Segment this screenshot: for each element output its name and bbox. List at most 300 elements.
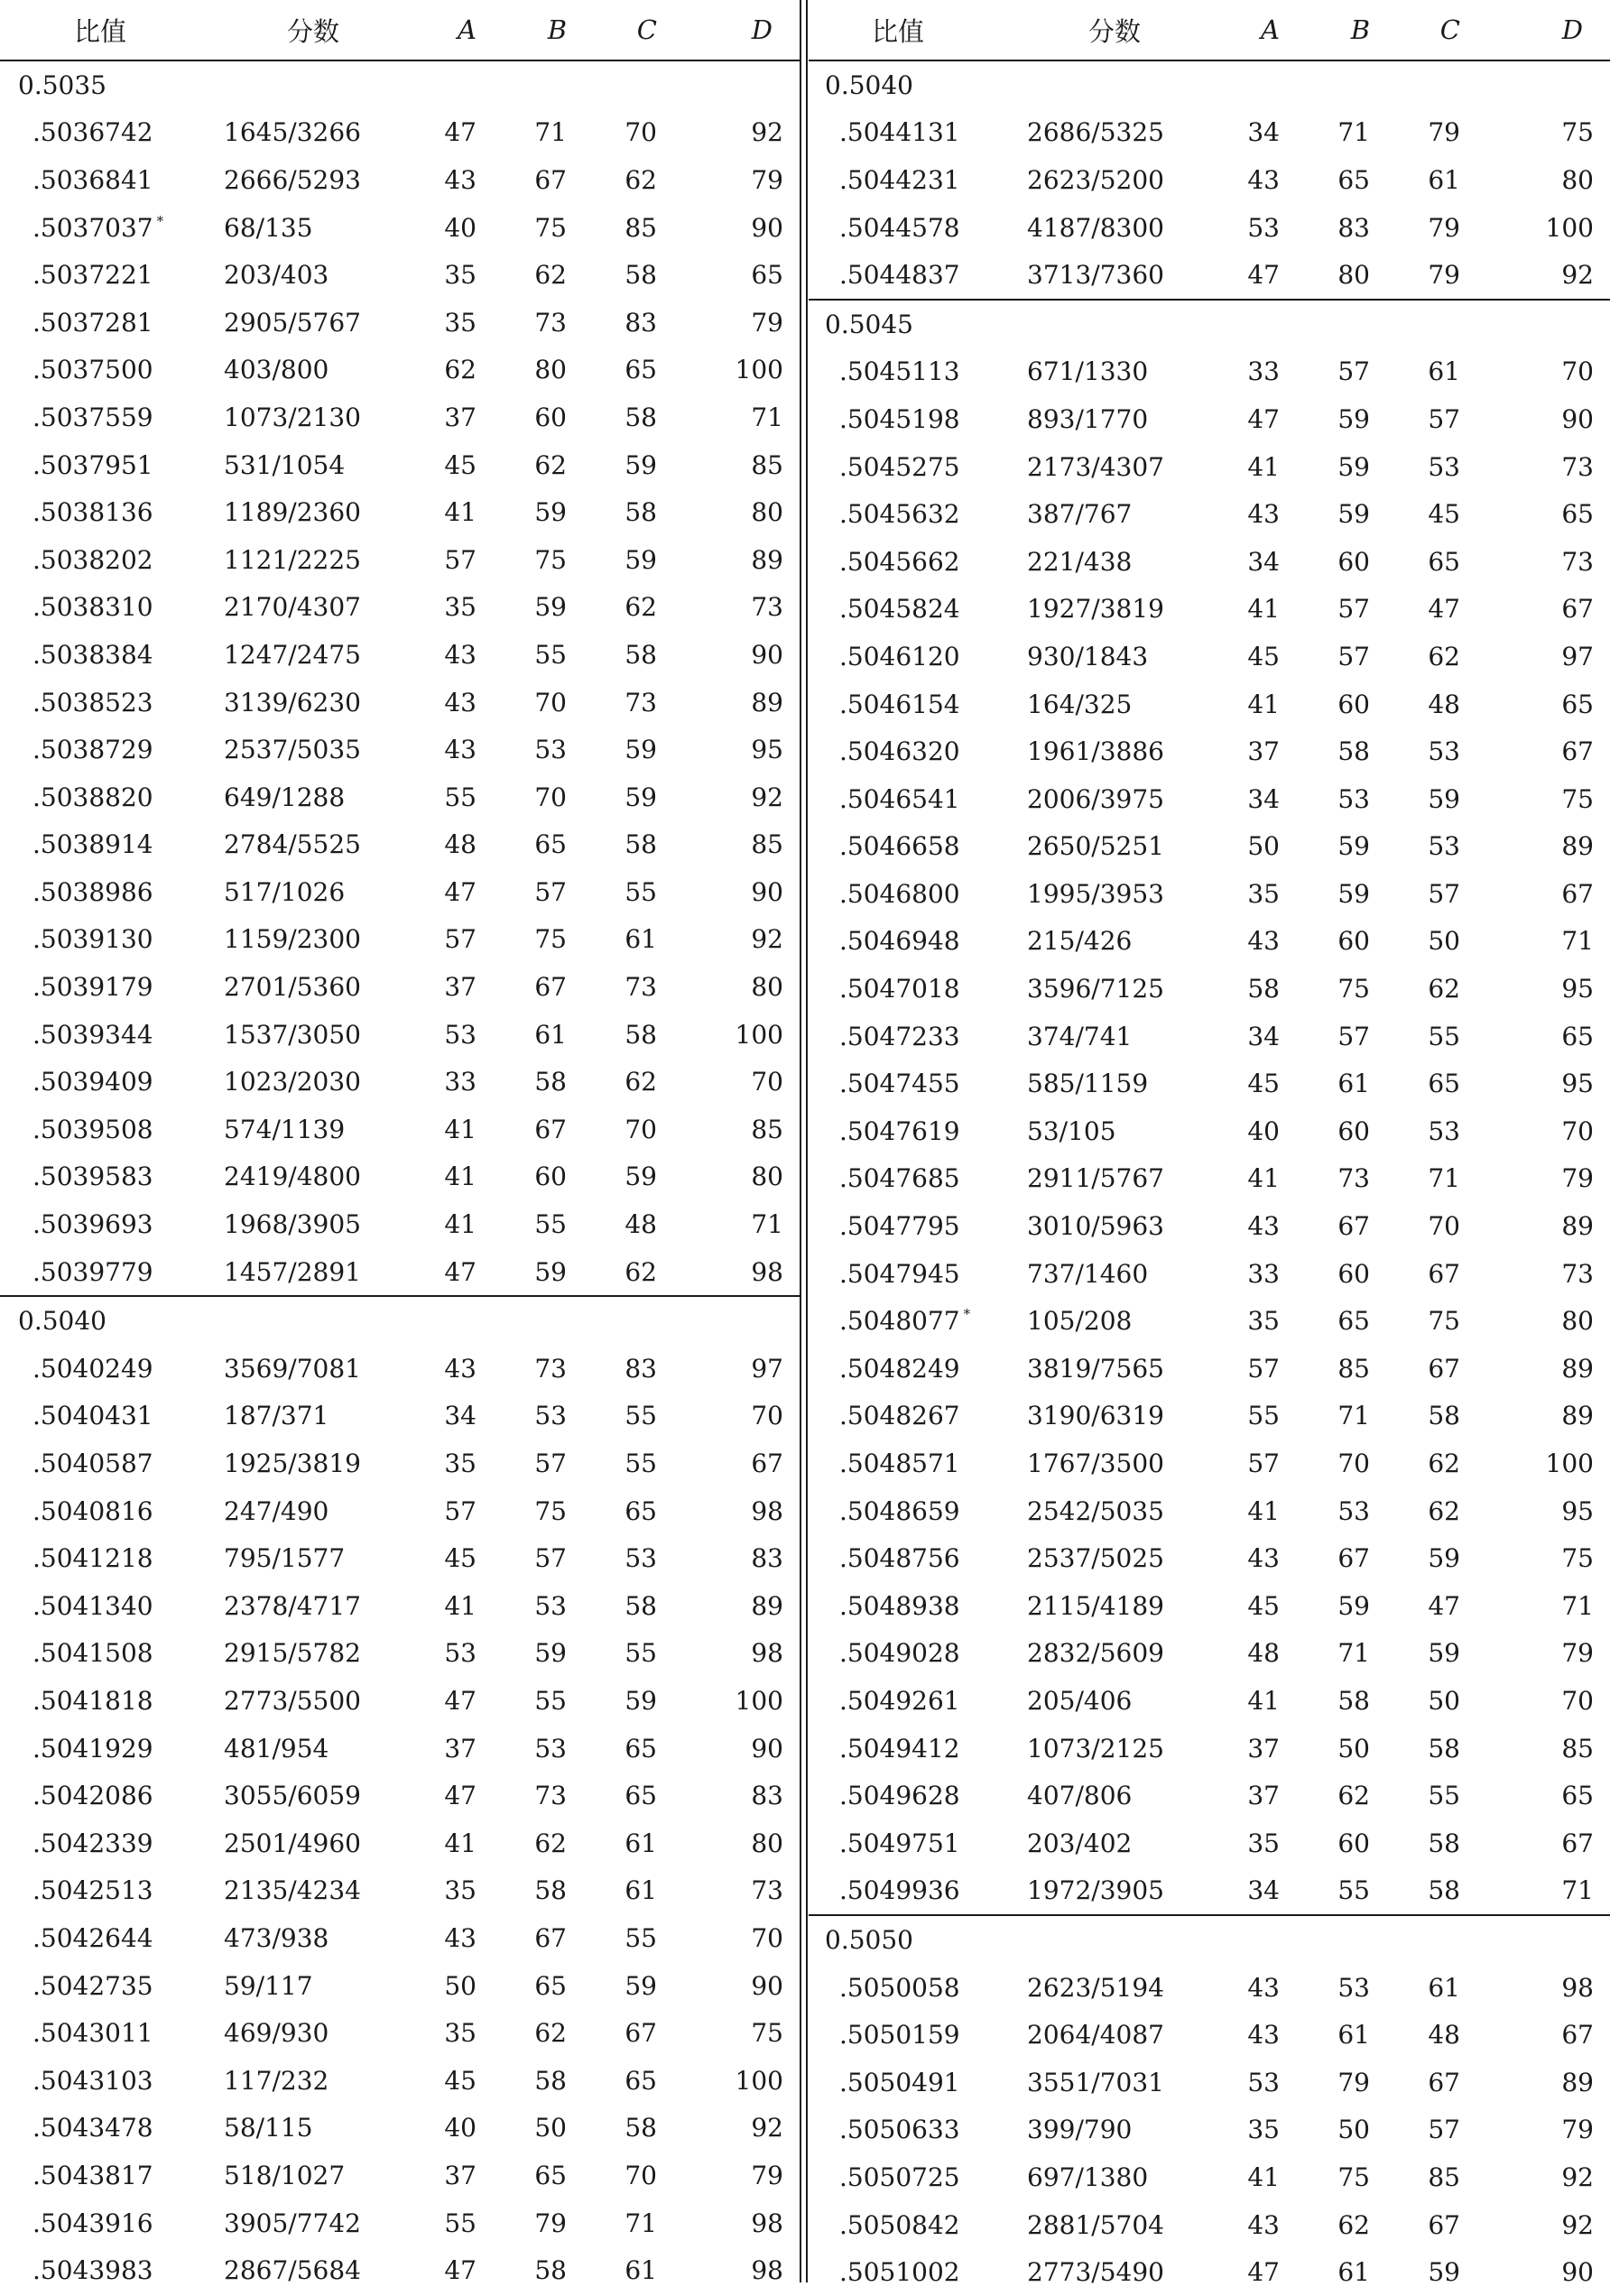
d-cell: 70 xyxy=(1561,1685,1594,1716)
ratio-cell xyxy=(809,870,1027,918)
fraction-cell: 473/938 xyxy=(224,1922,329,1953)
a-cell: 35 xyxy=(1247,2115,1280,2145)
b-cell: 71 xyxy=(534,117,567,148)
ratio-cell xyxy=(0,109,224,157)
c-cell: 59 xyxy=(625,1685,657,1716)
d-cell: 67 xyxy=(1561,878,1594,909)
b-cell: 65 xyxy=(534,829,567,860)
d-cell: 79 xyxy=(751,164,783,195)
fraction-cell: 1073/2130 xyxy=(224,402,361,432)
table-row xyxy=(809,1155,1610,1203)
header-fraction: 分数 xyxy=(1027,0,1204,60)
d-cell: 92 xyxy=(1561,2162,1594,2192)
ratio-value: .5036742 xyxy=(32,117,153,148)
b-cell: 55 xyxy=(534,1209,567,1240)
a-cell: 53 xyxy=(1247,2067,1280,2097)
b-cell: 67 xyxy=(534,972,567,1003)
ratio-cell xyxy=(0,1393,224,1440)
b-cell: 58 xyxy=(534,2065,567,2096)
a-cell: 37 xyxy=(1247,736,1280,767)
ratio-value: .5037951 xyxy=(32,449,153,480)
a-cell: 41 xyxy=(1247,2162,1280,2192)
d-cell: 79 xyxy=(751,307,783,338)
fraction-cell: 3569/7081 xyxy=(224,1353,361,1384)
b-cell: 53 xyxy=(1337,1972,1370,2003)
table-row xyxy=(0,299,800,347)
c-cell: 62 xyxy=(625,164,657,195)
a-cell: 55 xyxy=(444,782,477,812)
d-cell: 97 xyxy=(1561,641,1594,671)
c-cell: 83 xyxy=(625,307,657,338)
ratio-value: .5049261 xyxy=(839,1685,960,1716)
fraction-cell: 2623/5194 xyxy=(1027,1972,1164,2003)
d-cell: 65 xyxy=(1561,499,1594,530)
fraction-cell: 221/438 xyxy=(1027,546,1133,577)
c-cell: 59 xyxy=(625,449,657,480)
ratio-cell xyxy=(0,1106,224,1153)
table-row xyxy=(0,204,800,252)
b-cell: 71 xyxy=(1337,1638,1370,1669)
b-cell: 73 xyxy=(534,307,567,338)
header-a: A xyxy=(401,0,477,60)
a-cell: 57 xyxy=(444,1495,477,1526)
fraction-cell: 4187/8300 xyxy=(1027,212,1164,243)
a-cell: 45 xyxy=(444,449,477,480)
d-cell: 73 xyxy=(751,1875,783,1906)
d-cell: 90 xyxy=(751,212,783,243)
ratio-value: .5039779 xyxy=(32,1256,153,1287)
ratio-cell xyxy=(809,775,1027,823)
table-row xyxy=(809,2106,1610,2154)
c-cell: 55 xyxy=(625,1638,657,1669)
c-cell: 58 xyxy=(1428,1828,1460,1858)
c-cell: 58 xyxy=(625,1590,657,1621)
ratio-value: .5047018 xyxy=(839,974,960,1004)
b-cell: 62 xyxy=(534,449,567,480)
a-cell: 47 xyxy=(1247,403,1280,434)
ratio-cell xyxy=(0,2057,224,2105)
table-row xyxy=(809,251,1610,300)
a-cell: 58 xyxy=(1247,974,1280,1004)
table-row xyxy=(809,2201,1610,2249)
b-cell: 57 xyxy=(1337,1021,1370,1051)
fraction-cell: 1927/3819 xyxy=(1027,594,1164,625)
fraction-cell: 2501/4960 xyxy=(224,1828,361,1858)
a-cell: 34 xyxy=(1247,1875,1280,1906)
a-cell: 50 xyxy=(1247,831,1280,862)
ratio-value: .5039130 xyxy=(32,924,153,955)
fraction-cell: 105/208 xyxy=(1027,1306,1133,1337)
ratio-value: .5041818 xyxy=(32,1685,153,1716)
b-cell: 80 xyxy=(1337,260,1370,291)
right-table-panel xyxy=(809,0,1610,2296)
fraction-cell: 469/930 xyxy=(224,2018,329,2049)
header-b: B xyxy=(477,0,567,60)
c-cell: 61 xyxy=(1428,356,1460,387)
ratio-cell xyxy=(809,109,1027,157)
table-row xyxy=(0,1011,800,1059)
fraction-cell: 407/806 xyxy=(1027,1781,1133,1811)
ratio-cell xyxy=(809,1819,1027,1867)
c-cell: 58 xyxy=(625,1019,657,1050)
a-cell: 33 xyxy=(1247,1258,1280,1289)
group-row xyxy=(809,60,1610,109)
a-cell: 43 xyxy=(444,164,477,195)
fraction-cell: 2905/5767 xyxy=(224,307,361,338)
table-row xyxy=(809,109,1610,157)
ratio-cell xyxy=(809,490,1027,538)
ratio-value: .5044837 xyxy=(839,260,960,291)
c-cell: 73 xyxy=(625,972,657,1003)
c-cell: 65 xyxy=(625,2065,657,2096)
d-cell: 100 xyxy=(735,355,783,385)
d-cell: 75 xyxy=(1561,783,1594,814)
ratio-value: .5044131 xyxy=(839,117,960,148)
ratio-cell xyxy=(809,1013,1027,1060)
b-cell: 67 xyxy=(534,1922,567,1953)
c-cell: 59 xyxy=(625,782,657,812)
ratio-value: .5037500 xyxy=(32,355,153,385)
b-cell: 67 xyxy=(534,164,567,195)
b-cell: 65 xyxy=(534,2160,567,2190)
fraction-cell: 517/1026 xyxy=(224,876,346,907)
d-cell: 95 xyxy=(1561,974,1594,1004)
b-cell: 60 xyxy=(1337,689,1370,719)
a-cell: 40 xyxy=(444,212,477,243)
b-cell: 58 xyxy=(534,1067,567,1097)
c-cell: 53 xyxy=(1428,451,1460,482)
d-cell: 71 xyxy=(751,402,783,432)
fraction-cell: 3713/7360 xyxy=(1027,260,1164,291)
c-cell: 61 xyxy=(1428,164,1460,195)
group-label: 0.5040 xyxy=(0,1296,800,1345)
table-row xyxy=(809,1250,1610,1298)
ratio-value: .5039508 xyxy=(32,1114,153,1144)
d-cell: 92 xyxy=(1561,260,1594,291)
a-cell: 34 xyxy=(1247,783,1280,814)
d-cell: 67 xyxy=(1561,1828,1594,1858)
ratio-cell xyxy=(809,1772,1027,1819)
c-cell: 65 xyxy=(1428,1069,1460,1099)
b-cell: 59 xyxy=(534,497,567,528)
ratio-value: .5045824 xyxy=(839,594,960,625)
ratio-cell xyxy=(0,1867,224,1915)
b-cell: 59 xyxy=(1337,499,1370,530)
b-cell: 60 xyxy=(534,402,567,432)
table-row xyxy=(809,1060,1610,1107)
c-cell: 55 xyxy=(625,1922,657,1953)
c-cell: 50 xyxy=(1428,926,1460,957)
ratio-cell xyxy=(0,204,224,252)
d-cell: 98 xyxy=(751,1256,783,1287)
ratio-cell xyxy=(0,1914,224,1962)
c-cell: 47 xyxy=(1428,594,1460,625)
b-cell: 67 xyxy=(1337,1543,1370,1574)
a-cell: 33 xyxy=(444,1067,477,1097)
ratio-value: .5042339 xyxy=(32,1828,153,1858)
table-row xyxy=(809,680,1610,728)
a-cell: 37 xyxy=(1247,1781,1280,1811)
b-cell: 75 xyxy=(534,212,567,243)
b-cell: 79 xyxy=(1337,2067,1370,2097)
a-cell: 40 xyxy=(444,2113,477,2143)
table-row xyxy=(0,109,800,157)
b-cell: 71 xyxy=(1337,117,1370,148)
ratio-value: .5046154 xyxy=(839,689,960,719)
b-cell: 61 xyxy=(1337,2020,1370,2051)
b-cell: 61 xyxy=(534,1019,567,1050)
d-cell: 71 xyxy=(1561,926,1594,957)
b-cell: 60 xyxy=(534,1162,567,1192)
ratio-cell xyxy=(0,1153,224,1201)
ratio-cell xyxy=(0,299,224,347)
b-cell: 59 xyxy=(534,1638,567,1669)
a-cell: 47 xyxy=(444,2255,477,2286)
fraction-cell: 1645/3266 xyxy=(224,117,361,148)
c-cell: 58 xyxy=(1428,1733,1460,1764)
ratio-cell xyxy=(809,1393,1027,1440)
a-cell: 55 xyxy=(1247,1401,1280,1431)
c-cell: 79 xyxy=(1428,212,1460,243)
d-cell: 100 xyxy=(735,1685,783,1716)
b-cell: 73 xyxy=(534,1353,567,1384)
ratio-value: .5045275 xyxy=(839,451,960,482)
b-cell: 59 xyxy=(1337,831,1370,862)
d-cell: 95 xyxy=(1561,1495,1594,1526)
ratio-cell xyxy=(809,1630,1027,1678)
d-cell: 92 xyxy=(751,117,783,148)
d-cell: 100 xyxy=(1545,212,1594,243)
ratio-cell xyxy=(0,1345,224,1393)
c-cell: 71 xyxy=(1428,1163,1460,1194)
ratio-cell xyxy=(809,1725,1027,1773)
ratio-value: .5043011 xyxy=(32,2018,153,2049)
ratio-cell xyxy=(0,347,224,394)
a-cell: 35 xyxy=(1247,1306,1280,1337)
d-cell: 80 xyxy=(1561,164,1594,195)
c-cell: 53 xyxy=(625,1543,657,1574)
table-row xyxy=(0,1819,800,1867)
fraction-cell: 481/954 xyxy=(224,1733,329,1764)
fraction-cell: 2915/5782 xyxy=(224,1638,361,1669)
d-cell: 79 xyxy=(1561,2115,1594,2145)
b-cell: 60 xyxy=(1337,1116,1370,1146)
d-cell: 85 xyxy=(1561,1733,1594,1764)
c-cell: 65 xyxy=(625,1495,657,1526)
ratio-cell xyxy=(0,1772,224,1819)
group-row xyxy=(0,60,800,109)
c-cell: 70 xyxy=(625,1114,657,1144)
d-cell: 92 xyxy=(751,2113,783,2143)
ratio-value: .5041508 xyxy=(32,1638,153,1669)
a-cell: 45 xyxy=(444,1543,477,1574)
a-cell: 43 xyxy=(444,1922,477,1953)
table-row xyxy=(0,347,800,394)
ratio-cell xyxy=(809,2201,1027,2249)
a-cell: 43 xyxy=(1247,164,1280,195)
header-a: A xyxy=(1204,0,1280,60)
c-cell: 61 xyxy=(1428,1972,1460,2003)
ratio-value: .5043916 xyxy=(32,2208,153,2238)
ratio-value: .5040431 xyxy=(32,1401,153,1431)
table-row xyxy=(809,1964,1610,2012)
ratio-cell xyxy=(0,1630,224,1678)
ratio-value: .5042735 xyxy=(32,1970,153,2001)
fraction-cell: 387/767 xyxy=(1027,499,1133,530)
fraction-cell: 1073/2125 xyxy=(1027,1733,1164,1764)
d-cell: 98 xyxy=(751,1638,783,1669)
fraction-cell: 2911/5767 xyxy=(1027,1163,1164,1194)
a-cell: 43 xyxy=(1247,2209,1280,2240)
ratio-value: .5043983 xyxy=(32,2255,153,2286)
group-label: 0.5050 xyxy=(809,1915,1610,1964)
ratio-value: .5038136 xyxy=(32,497,153,528)
a-cell: 41 xyxy=(1247,594,1280,625)
c-cell: 62 xyxy=(1428,1495,1460,1526)
ratio-cell xyxy=(0,773,224,821)
ratio-value: .5048571 xyxy=(839,1449,960,1479)
d-cell: 75 xyxy=(751,2018,783,2049)
c-cell: 62 xyxy=(1428,974,1460,1004)
fraction-cell: 3596/7125 xyxy=(1027,974,1164,1004)
table-row xyxy=(809,1677,1610,1725)
b-cell: 65 xyxy=(534,1970,567,2001)
ratio-cell xyxy=(0,868,224,916)
ratio-value: .5046800 xyxy=(839,878,960,909)
ratio-value: .5038384 xyxy=(32,639,153,670)
d-cell: 71 xyxy=(1561,1875,1594,1906)
ratio-cell xyxy=(0,1962,224,2010)
d-cell: 90 xyxy=(751,1970,783,2001)
ratio-value: .5050725 xyxy=(839,2162,960,2192)
a-cell: 45 xyxy=(1247,641,1280,671)
b-cell: 50 xyxy=(1337,2115,1370,2145)
d-cell: 90 xyxy=(751,1733,783,1764)
ratio-value: .5046320 xyxy=(839,736,960,767)
c-cell: 67 xyxy=(1428,1258,1460,1289)
table-row xyxy=(809,1819,1610,1867)
ratio-cell xyxy=(0,821,224,869)
c-cell: 65 xyxy=(625,1781,657,1811)
ratio-cell xyxy=(809,1345,1027,1393)
c-cell: 45 xyxy=(1428,499,1460,530)
b-cell: 57 xyxy=(1337,594,1370,625)
table-row xyxy=(809,586,1610,634)
ratio-value: .5050842 xyxy=(839,2209,960,2240)
c-cell: 57 xyxy=(1428,2115,1460,2145)
fraction-cell: 374/741 xyxy=(1027,1021,1133,1051)
ratio-cell xyxy=(0,726,224,773)
fraction-cell: 59/117 xyxy=(224,1970,313,2001)
table-row xyxy=(0,1725,800,1773)
ratio-cell xyxy=(809,680,1027,728)
c-cell: 62 xyxy=(625,1256,657,1287)
fraction-cell: 649/1288 xyxy=(224,782,346,812)
a-cell: 41 xyxy=(444,1114,477,1144)
a-cell: 53 xyxy=(444,1019,477,1050)
fraction-cell: 1767/3500 xyxy=(1027,1449,1164,1479)
b-cell: 53 xyxy=(534,735,567,765)
b-cell: 57 xyxy=(534,1543,567,1574)
ratio-cell xyxy=(0,916,224,964)
d-cell: 100 xyxy=(735,1019,783,1050)
a-cell: 40 xyxy=(1247,1116,1280,1146)
ratio-value: .5037281 xyxy=(32,307,153,338)
b-cell: 62 xyxy=(534,260,567,291)
a-cell: 57 xyxy=(444,924,477,955)
a-cell: 53 xyxy=(1247,212,1280,243)
c-cell: 58 xyxy=(625,639,657,670)
c-cell: 57 xyxy=(1428,878,1460,909)
table-row xyxy=(809,156,1610,204)
c-cell: 61 xyxy=(625,1875,657,1906)
d-cell: 65 xyxy=(1561,689,1594,719)
ratio-cell xyxy=(0,1534,224,1582)
table-row xyxy=(809,1345,1610,1393)
fraction-cell: 2773/5490 xyxy=(1027,2257,1164,2288)
c-cell: 59 xyxy=(625,1970,657,2001)
ratio-cell xyxy=(809,1297,1027,1345)
c-cell: 58 xyxy=(625,829,657,860)
d-cell: 67 xyxy=(1561,736,1594,767)
b-cell: 59 xyxy=(1337,1590,1370,1621)
table-row xyxy=(0,1534,800,1582)
ratio-cell xyxy=(809,395,1027,443)
ratio-cell xyxy=(809,251,1027,300)
header-d: D xyxy=(657,0,800,60)
fraction-cell: 2064/4087 xyxy=(1027,2020,1164,2051)
a-cell: 35 xyxy=(444,2018,477,2049)
a-cell: 43 xyxy=(444,639,477,670)
a-cell: 35 xyxy=(444,1449,477,1479)
b-cell: 59 xyxy=(1337,878,1370,909)
d-cell: 85 xyxy=(751,829,783,860)
left-table-body xyxy=(0,60,800,2294)
ratio-cell xyxy=(0,1725,224,1773)
header-c: C xyxy=(567,0,657,60)
ratio-cell xyxy=(809,2106,1027,2154)
table-row xyxy=(0,1440,800,1487)
b-cell: 53 xyxy=(534,1733,567,1764)
fraction-cell: 1247/2475 xyxy=(224,639,361,670)
d-cell: 73 xyxy=(1561,451,1594,482)
ratio-cell xyxy=(0,963,224,1011)
ratio-cell xyxy=(809,1534,1027,1582)
a-cell: 35 xyxy=(444,592,477,623)
c-cell: 70 xyxy=(1428,1211,1460,1242)
table-row xyxy=(809,1440,1610,1487)
table-row xyxy=(809,1772,1610,1819)
fraction-cell: 2006/3975 xyxy=(1027,783,1164,814)
a-cell: 47 xyxy=(444,1781,477,1811)
fraction-cell: 518/1027 xyxy=(224,2160,346,2190)
c-cell: 61 xyxy=(625,2255,657,2286)
a-cell: 43 xyxy=(444,735,477,765)
b-cell: 60 xyxy=(1337,1258,1370,1289)
fraction-cell: 2666/5293 xyxy=(224,164,361,195)
table-row xyxy=(0,1914,800,1962)
ratio-value: .5045632 xyxy=(839,499,960,530)
ratio-value: .5051002 xyxy=(839,2257,960,2288)
a-cell: 43 xyxy=(1247,1972,1280,2003)
c-cell: 67 xyxy=(625,2018,657,2049)
d-cell: 80 xyxy=(751,972,783,1003)
ratio-value: .5049412 xyxy=(839,1733,960,1764)
fraction-cell: 68/135 xyxy=(224,212,313,243)
ratio-value: .5048938 xyxy=(839,1590,960,1621)
d-cell: 85 xyxy=(751,449,783,480)
fraction-cell: 2537/5025 xyxy=(1027,1543,1164,1574)
